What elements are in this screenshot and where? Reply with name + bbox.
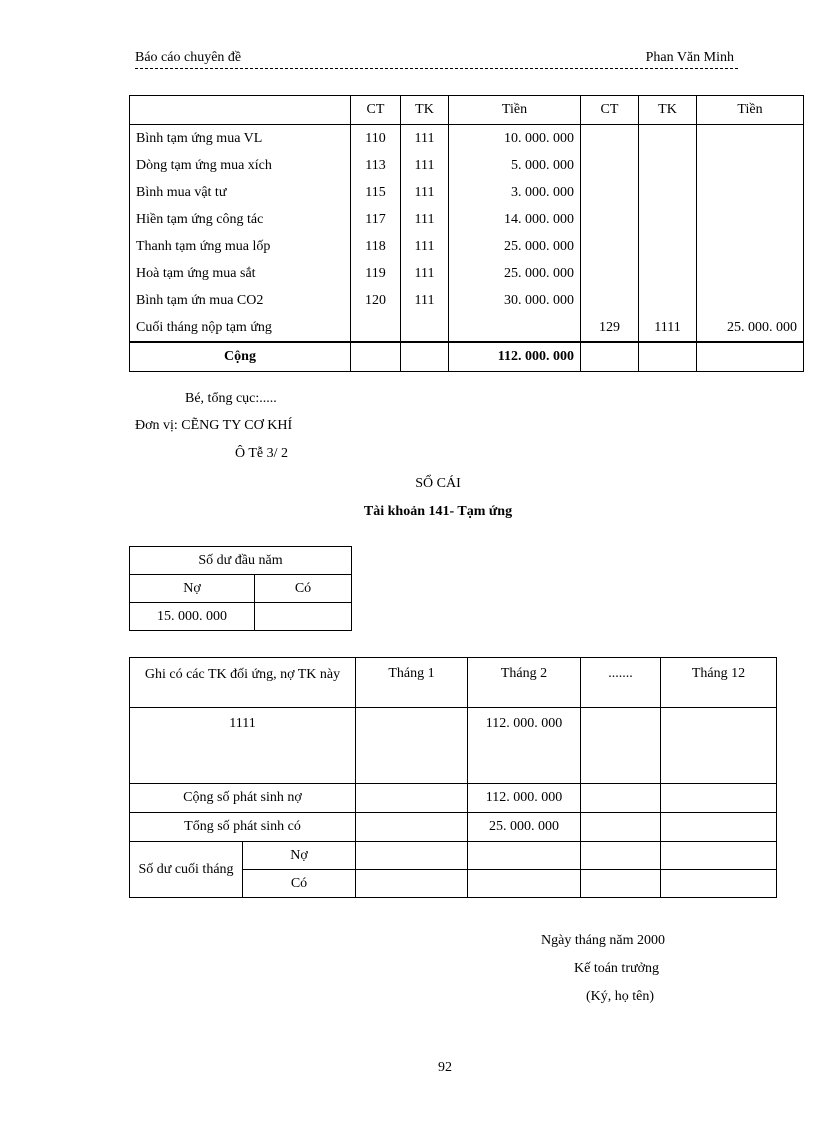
col-tk2-header: TK (639, 96, 697, 125)
header-left: Báo cáo chuyên đề (135, 50, 242, 65)
row-desc: Cuối tháng nộp tạm ứng (130, 314, 351, 342)
advance-table (129, 95, 804, 372)
col-tien-header: Tiền (449, 96, 581, 125)
opening-balance-table (129, 546, 352, 631)
row-tien2 (697, 233, 804, 260)
row-tien2 (697, 125, 804, 153)
row-tk2 (639, 233, 697, 260)
ledger-title: SỔ CÁI (415, 476, 461, 491)
ledger-subtitle: Tài khoản 141- Tạm ứng (363, 504, 513, 519)
row-ct (351, 314, 401, 342)
row-tien2 (697, 206, 804, 233)
col-month2-header: Tháng 2 (468, 658, 581, 708)
row-tien: 14. 000. 000 (449, 206, 581, 233)
row-desc: Bình mua vật tư (130, 179, 351, 206)
org-line-2: Đơn vị: CẼNG TY CƠ KHÍ (135, 418, 293, 433)
ledger-header-row (130, 658, 777, 708)
total-tk (401, 342, 449, 372)
row-tk: 111 (401, 179, 449, 206)
credit-m2: 25. 000. 000 (468, 813, 581, 842)
row-tien: 3. 000. 000 (449, 179, 581, 206)
table-row (130, 314, 804, 342)
signature-date: Ngày tháng năm 2000 (541, 933, 666, 948)
table-row (130, 233, 804, 260)
account-m12 (661, 708, 777, 784)
opening-no-label: Nợ (130, 575, 255, 603)
balance-no-m1 (356, 842, 468, 870)
row-ct2 (581, 206, 639, 233)
table-row (130, 125, 804, 153)
page-number: 92 (438, 1060, 452, 1075)
row-desc: Bình tạm ứn mua CO2 (130, 287, 351, 314)
col-desc-header (130, 96, 351, 125)
row-tk: 111 (401, 260, 449, 287)
balance-co-m2 (468, 870, 581, 898)
row-tk2 (639, 179, 697, 206)
page-header (135, 50, 738, 69)
debit-m2: 112. 000. 000 (468, 784, 581, 813)
account-cell: 1111 (130, 708, 356, 784)
col-ct2-header: CT (581, 96, 639, 125)
row-ct2 (581, 179, 639, 206)
row-tien: 5. 000. 000 (449, 152, 581, 179)
col-month12-header: Tháng 12 (661, 658, 777, 708)
table-header-row (130, 96, 804, 125)
row-tk2: 1111 (639, 314, 697, 342)
credit-label: Tổng số phát sinh có (130, 813, 356, 842)
row-tien2 (697, 152, 804, 179)
row-tk: 111 (401, 206, 449, 233)
balance-co-label: Có (243, 870, 356, 898)
org-line-3: Ô Tễ 3/ 2 (235, 446, 289, 461)
col-tien2-header: Tiền (697, 96, 804, 125)
debit-dots (581, 784, 661, 813)
opening-co-label: Có (255, 575, 352, 603)
row-ct2 (581, 260, 639, 287)
table-row (130, 179, 804, 206)
account-dots (581, 708, 661, 784)
signature-role: Kế toán trưởng (574, 961, 659, 976)
row-tien (449, 314, 581, 342)
table-row (130, 813, 777, 842)
table-row (130, 152, 804, 179)
row-desc: Hoà tạm ứng mua sắt (130, 260, 351, 287)
table-row (130, 260, 804, 287)
row-ct: 118 (351, 233, 401, 260)
credit-dots (581, 813, 661, 842)
row-tk: 111 (401, 233, 449, 260)
row-tk: 111 (401, 125, 449, 153)
balance-no-m12 (661, 842, 777, 870)
row-tk2 (639, 206, 697, 233)
balance-no-dots (581, 842, 661, 870)
account-m1 (356, 708, 468, 784)
col-account-header: Ghi có các TK đối ứng, nợ TK này (130, 658, 356, 708)
total-ct2 (581, 342, 639, 372)
total-row (130, 342, 804, 372)
row-ct: 120 (351, 287, 401, 314)
total-tk2 (639, 342, 697, 372)
row-tk2 (639, 152, 697, 179)
row-ct2 (581, 125, 639, 153)
row-tien: 25. 000. 000 (449, 260, 581, 287)
col-ct-header: CT (351, 96, 401, 125)
row-desc: Thanh tạm ứng mua lốp (130, 233, 351, 260)
row-ct2 (581, 287, 639, 314)
total-ct (351, 342, 401, 372)
col-tk-header: TK (401, 96, 449, 125)
total-tien2 (697, 342, 804, 372)
org-line-1: Bé, tổng cục:..... (185, 391, 277, 406)
row-desc: Hiền tạm ứng công tác (130, 206, 351, 233)
row-ct2 (581, 233, 639, 260)
balance-co-m12 (661, 870, 777, 898)
opening-no-value: 15. 000. 000 (130, 603, 255, 631)
balance-no-m2 (468, 842, 581, 870)
row-desc: Dòng tạm ứng mua xích (130, 152, 351, 179)
debit-label: Cộng số phát sinh nợ (130, 784, 356, 813)
row-tk: 111 (401, 287, 449, 314)
signature-note: (Ký, họ tên) (586, 989, 655, 1004)
row-tien2 (697, 287, 804, 314)
row-desc: Bình tạm ứng mua VL (130, 125, 351, 153)
table-row (130, 206, 804, 233)
table-row (130, 708, 777, 784)
row-tien: 10. 000. 000 (449, 125, 581, 153)
total-label: Cộng (130, 342, 351, 372)
col-month1-header: Tháng 1 (356, 658, 468, 708)
total-tien: 112. 000. 000 (449, 342, 581, 372)
credit-m12 (661, 813, 777, 842)
table-row (130, 287, 804, 314)
row-tk2 (639, 260, 697, 287)
row-tien2 (697, 260, 804, 287)
credit-m1 (356, 813, 468, 842)
row-ct2 (581, 152, 639, 179)
header-right: Phan Văn Minh (645, 50, 734, 65)
ledger-table (129, 657, 777, 898)
col-dots-header: ....... (581, 658, 661, 708)
row-tk2 (639, 125, 697, 153)
row-ct2: 129 (581, 314, 639, 342)
account-m2: 112. 000. 000 (468, 708, 581, 784)
balance-label: Số dư cuối tháng (130, 842, 243, 898)
table-row (130, 784, 777, 813)
opening-co-value (255, 603, 352, 631)
debit-m12 (661, 784, 777, 813)
row-ct: 117 (351, 206, 401, 233)
row-ct: 115 (351, 179, 401, 206)
opening-title: Số dư đầu năm (130, 547, 352, 575)
row-tk2 (639, 287, 697, 314)
balance-co-m1 (356, 870, 468, 898)
row-ct: 119 (351, 260, 401, 287)
row-tien: 25. 000. 000 (449, 233, 581, 260)
row-tk (401, 314, 449, 342)
balance-co-dots (581, 870, 661, 898)
debit-m1 (356, 784, 468, 813)
row-ct: 113 (351, 152, 401, 179)
row-tk: 111 (401, 152, 449, 179)
row-tien: 30. 000. 000 (449, 287, 581, 314)
row-tien2: 25. 000. 000 (697, 314, 804, 342)
row-tien2 (697, 179, 804, 206)
balance-no-label: Nợ (243, 842, 356, 870)
row-ct: 110 (351, 125, 401, 153)
table-row (130, 842, 777, 870)
